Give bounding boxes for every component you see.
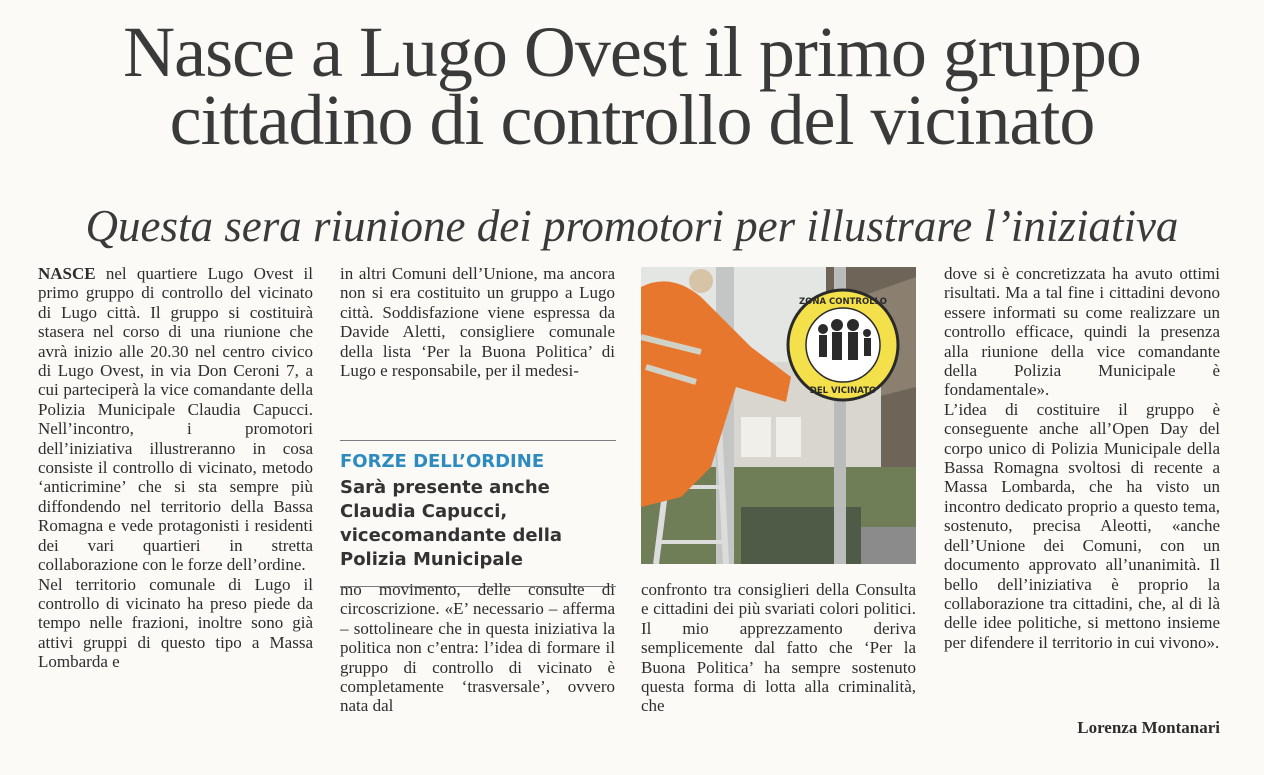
byline: Lorenza Montanari: [1077, 718, 1220, 737]
lead-word: NASCE: [38, 264, 96, 283]
column-1-paragraph-2: Nel territorio comunale di Lugo il controllo di vicinato ha preso piede da tempo nelle frazioni, inoltre sono già attivi gruppi di questo tipo a Massa Lombarda e: [38, 574, 313, 672]
photo-sign-installation: [641, 267, 916, 564]
headline: [0, 12, 1264, 160]
box-text: Sarà presente anche Claudia Capucci, vicecomandante della Polizia Municipale: [340, 477, 563, 570]
column-1-paragraph-1: [38, 264, 313, 575]
column-2-bottom: [340, 580, 615, 745]
column-2-top-text: in altri Comuni dell’Unione, ma ancora non si era costituito un gruppo a Lugo città. Soddisfazione viene espressa da Davide Aletti, consigliere comunale della lista ‘Per la Buona Politica’ di Lugo e responsabile, per il medesi-: [340, 264, 615, 381]
column-2-bottom-text: mo movimento, delle consulte di circoscrizione. «E’ necessario – afferma – sottolineare che in questa iniziativa la politica non c’entra: l’idea di formare il gruppo di controllo di vicinato è completamente ‘trasversale’, ovvero nata dal: [340, 580, 615, 716]
box-top-rule: [340, 440, 616, 441]
column-3-bottom-text: confronto tra consiglieri della Consulta e cittadini dei più svariati colori politici. Il mio apprezzamento deriva semplicemente dal fatto che ‘Per la Buona Politica’ ha sempre sostenuto questa forma di lotta alla criminalità, che: [641, 580, 916, 716]
sign-text-bottom: DEL VICINATO: [809, 386, 877, 396]
column-4-paragraph-2: L’idea di costituire il gruppo è conseguente anche all’Open Day del corpo unico di Polizia Municipale della Bassa Romagna svoltosi di recente a Massa Lombarda, che ha visto un incontro dedicato proprio a questo tema, sostenuto, precisa Aleotti, «anche dell’Unione dei Comuni, con un documento approvato all’unanimità. Il bello dell’iniziativa è proprio la collaborazione tra cittadini, che, al di là delle idee politiche, si mettono insieme per difendere il territorio in cui vivono».: [944, 399, 1220, 652]
photo-illustration: [641, 267, 916, 564]
column-3-bottom: [641, 580, 916, 745]
box-tag: FORZE DELL’ORDINE: [340, 451, 545, 472]
subheadline: Questa sera riunione dei promotori per illustrare l’iniziativa: [85, 201, 1179, 251]
column-2-top: [340, 264, 615, 424]
headline-line-2: cittadino di controllo del vicinato: [169, 80, 1095, 160]
column-1-text-1: nel quartiere Lugo Ovest il primo gruppo di controllo del vicinato di Lugo città. Il gruppo si costituirà stasera nel corso di una riunione che avrà inizio alle 20.30 nel centro civico di Lugo Ovest, in via Don Ceroni 7, a cui parteciperà la vice comandante della Polizia Municipale Claudia Capucci. Nell’incontro, i promotori dell’iniziativa illustreranno in cosa consiste il controllo di vicinato, metodo ‘anticrimine’ che si sta sempre più diffondendo nel territorio della Bassa Romagna e vede protagonisti i residenti dei vari quartieri in stretta collaborazione con le forze dell’ordine.: [38, 264, 313, 575]
sign-text-top: ZONA CONTROLLO: [799, 297, 887, 307]
column-4-paragraph-1: dove si è concretizzata ha avuto ottimi risultati. Ma a tal fine i cittadini devono essere informati su come realizzare un controllo efficace, quindi la presenza alla riunione della vice comandante della Polizia Municipale è fondamentale».: [944, 264, 1220, 400]
headline-line-1: Nasce a Lugo Ovest il primo gruppo: [123, 12, 1141, 92]
column-4: [944, 264, 1220, 714]
column-1: [38, 264, 313, 744]
pull-quote-box: [340, 440, 616, 587]
